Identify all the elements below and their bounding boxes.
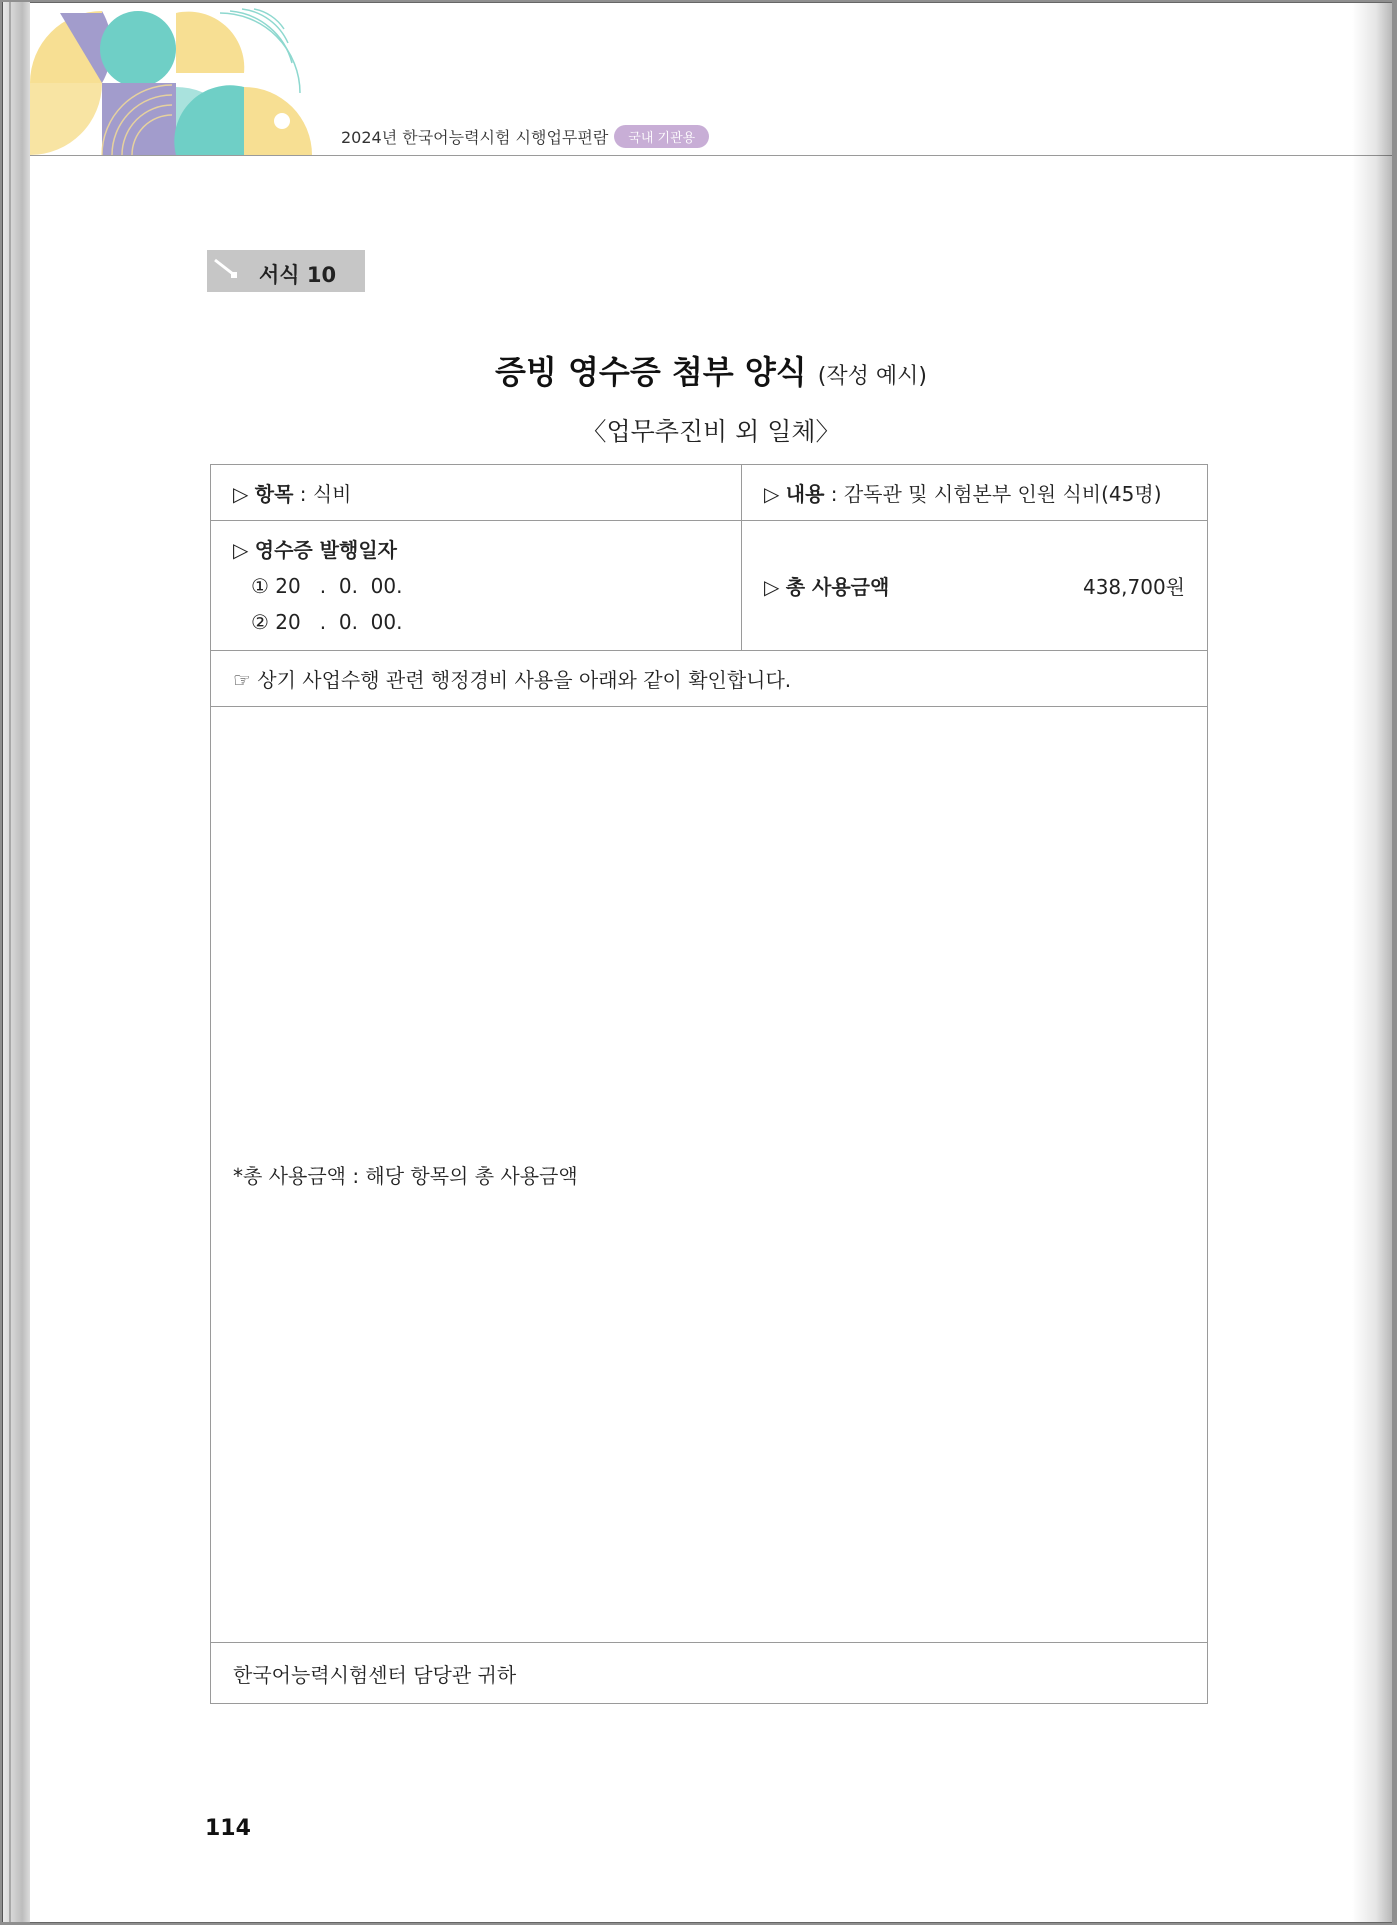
- receipt-form-table: [210, 464, 1208, 1704]
- corner-arrow-icon: [211, 254, 241, 284]
- document-title: [30, 347, 1392, 393]
- item-cell: [211, 465, 742, 521]
- document-page: [30, 2, 1392, 1923]
- running-header: [341, 125, 709, 148]
- total-marker: ▷: [764, 575, 780, 599]
- receipt-date-marker: ▷: [233, 537, 249, 562]
- form-row-confirm: [211, 651, 1208, 707]
- content-separator: :: [830, 482, 838, 506]
- document-title-sub: (작성 예시): [817, 364, 927, 389]
- total-note: *총 사용금액 : 해당 항목의 총 사용금액: [233, 1164, 578, 1188]
- document-subtitle: 〈업무추진비 외 일체〉: [581, 417, 841, 446]
- item-marker: ▷: [233, 482, 249, 506]
- form-row-attachment: [211, 707, 1208, 1643]
- content-value: 감독관 및 시험본부 인원 식비(45명): [843, 482, 1162, 506]
- total-label: 총 사용금액: [785, 575, 890, 599]
- item-label: 항목: [254, 482, 294, 506]
- form-row-item: [211, 465, 1208, 521]
- form-number-label: 서식 10: [259, 263, 337, 287]
- confirm-text: ☞ 상기 사업수행 관련 행정경비 사용을 아래와 같이 확인합니다.: [211, 651, 1208, 707]
- header-decoration: [30, 3, 320, 155]
- receipt-date-cell: [211, 521, 742, 651]
- header-rule: [30, 155, 1392, 156]
- recipient-text: 한국어능력시험센터 담당관 귀하: [211, 1643, 1208, 1704]
- content-cell: [742, 465, 1208, 521]
- attachment-area: [211, 707, 1208, 1643]
- receipt-date-2: ② 20 . 0. 00.: [251, 609, 403, 634]
- total-amount-cell: [742, 521, 1208, 651]
- receipt-date-label: 영수증 발행일자: [254, 537, 397, 562]
- page-edge-shadow: [1352, 3, 1392, 1922]
- item-separator: :: [299, 482, 307, 506]
- receipt-date-1: ① 20 . 0. 00.: [251, 573, 403, 598]
- content-marker: ▷: [764, 482, 780, 506]
- audience-badge: 국내 기관용: [614, 125, 709, 148]
- total-value: 438,700원: [1082, 575, 1185, 599]
- form-row-recipient: [211, 1643, 1208, 1704]
- running-header-title: 2024년 한국어능력시험 시행업무편람: [341, 128, 609, 147]
- content-label: 내용: [785, 482, 825, 506]
- page-number: 114: [205, 1816, 251, 1841]
- form-number-tag: [207, 250, 365, 292]
- document-title-main: 증빙 영수증 첨부 양식: [495, 353, 807, 391]
- form-row-date-amount: [211, 521, 1208, 651]
- item-value: 식비: [312, 482, 352, 506]
